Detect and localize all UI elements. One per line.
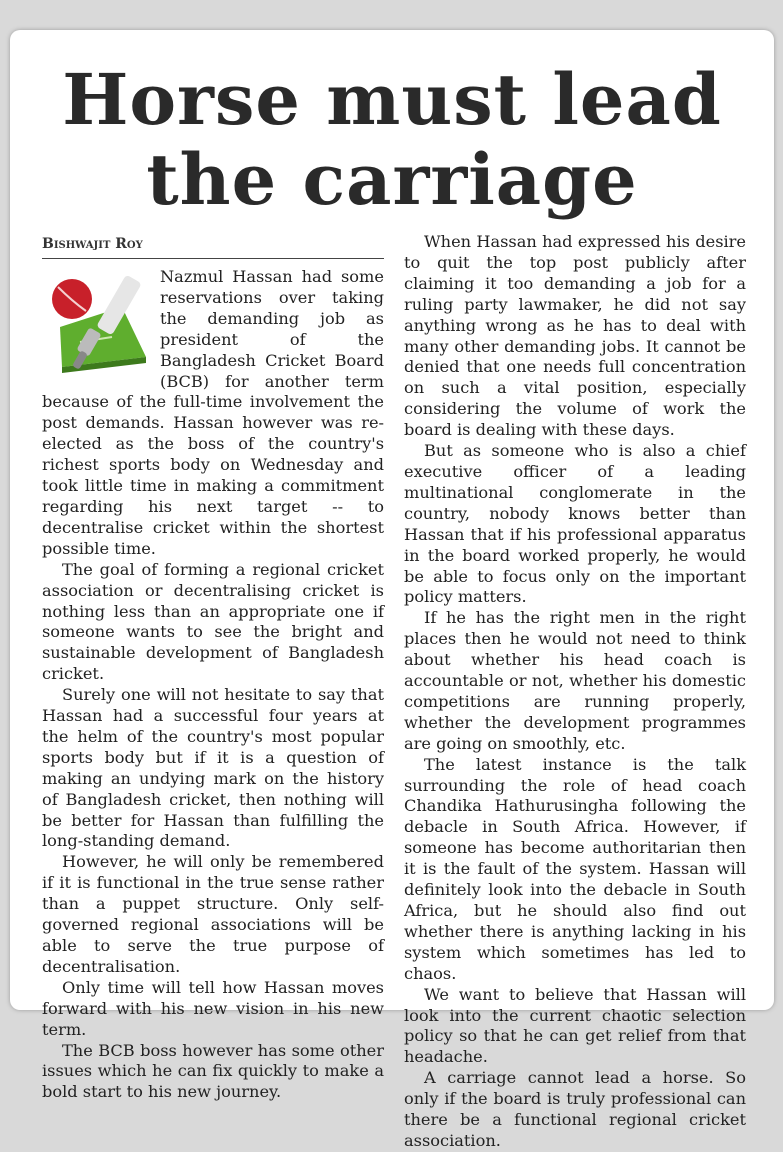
paragraph: But as someone who is also a chief executive officer of a leading multinational conglomerate in the country, nobody knows better than Hassan that if his professional apparatus in the board worked properly, he would be able to focus only on the important policy matters. (404, 441, 746, 607)
right-column (404, 232, 746, 1152)
article-card (10, 30, 774, 1150)
cricket-ball-bat-icon (42, 267, 154, 377)
paragraph: Only time will tell how Hassan moves forward with his new vision in his new term. (42, 977, 384, 1039)
left-column (42, 234, 384, 1103)
paragraph: We want to believe that Hassan will look into the current chaotic selection policy so that he can get relief from that headache. (404, 984, 746, 1067)
headline-line-1: Horse must lead (62, 58, 722, 141)
headline-line-2: the carriage (146, 138, 638, 221)
paragraph: The goal of forming a regional cricket association or decentralising cricket is nothing less than an appropriate one if someone wants to see the bright and sustainable development of Bangladesh cricket. (42, 559, 384, 684)
paragraph: If he has the right men in the right places then he would not need to think about whether his head coach is accountable or not, whether his domestic competitions are running properly, whether the development programmes are going on smoothly, etc. (404, 608, 746, 753)
paragraph: A carriage cannot lead a horse. So only if the board is truly professional can there be a functional regional cricket association. (404, 1068, 746, 1150)
paragraph: The latest instance is the talk surrounding the role of head coach Chandika Hathurusingha following the debacle in South Africa. However, if someone has become authoritarian then it is the fault of the system. Hassan will definitely look into the debacle in South Africa, but he should also find out whether there is anything lacking in his system which sometimes has led to chaos. (404, 754, 746, 983)
byline: Bishwajit Roy (42, 234, 384, 259)
paragraph: Nazmul Hassan had some reservations over taking the demanding job as president of the Bangladesh Cricket Board (BCB) for another term because of the full-time involvement the post demands. Hassan however was re-elected as the boss of the country's richest sports body on Wednesday and took little time in making a commitment regarding his next target -- to decentralise cricket within the shortest possible time. (42, 267, 384, 558)
paragraph: However, he will only be remembered if it is functional in the true sense rather than a puppet structure. Only self-governed regional associations will be able to serve the true purpose of decentralisation. (42, 852, 384, 976)
paragraph: Surely one will not hesitate to say that Hassan had a successful four years at the helm of the country's most popular sports body but if it is a question of making an undying mark on the history of Bangladesh cricket, then nothing will be better for Hassan than fulfilling the long-standing demand. (42, 685, 384, 851)
headline (10, 60, 774, 220)
paragraph: The BCB boss however has some other issues which he can fix quickly to make a bold start to his new journey. (42, 1040, 384, 1102)
paragraph: When Hassan had expressed his desire to quit the top post publicly after claiming it too demanding a job for a ruling party lawmaker, he did not say anything wrong as he has to deal with many other demanding jobs. It cannot be denied that one needs full concentration on such a vital position, especially considering the volume of work the board is dealing with these days. (404, 232, 746, 440)
